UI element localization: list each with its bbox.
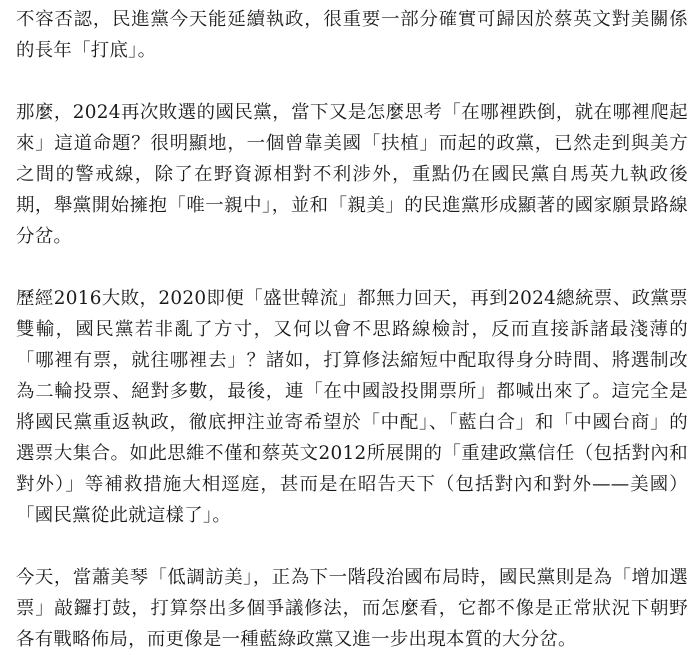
article-paragraph-3: 歷經2016大敗，2020即便「盛世韓流」都無力回天，再到2024總統票、政黨票雙輸，國民黨若非亂了方寸，又何以會不思路線檢討，反而直接訴諸最淺薄的「哪裡有票，就往哪裡去」？諸如，打算修法縮短中配取得身分時間、將選制改為二輪投票、絕對多數，最後，連「在中國設投開票所」都喊出來了。這完全是將國民黨重返執政，徹底押注並寄希望於「中配」、「藍白合」和「中國台商」的選票大集合。如此思維不僅和蔡英文2012所展開的「重建政黨信任（包括對內和對外）」等補救措施大相逕庭，甚而是在昭告天下（包括對內和對外——美國）「國民黨從此就這樣了」。 — [16, 288, 688, 526]
article-paragraph-4: 今天，當蕭美琴「低調訪美」，正為下一階段治國布局時，國民黨則是為「增加選票」敲鑼打鼓，打算祭出多個爭議修法，而怎麼看，它都不像是正常狀況下朝野各有戰略佈局，而更像是一種藍綠政黨又進一步出現本質的大分岔。 — [16, 567, 688, 650]
article-body — [16, 4, 688, 655]
article-paragraph-1: 不容否認，民進黨今天能延續執政，很重要一部分確實可歸因於蔡英文對美關係的長年「打底」。 — [16, 9, 688, 61]
article-paragraph-2: 那麼，2024再次敗選的國民黨，當下又是怎麼思考「在哪裡跌倒，就在哪裡爬起來」這道命題？很明顯地，一個曾靠美國「扶植」而起的政黨，已然走到與美方之間的警戒線，除了在野資源相對不利涉外，重點仍在國民黨自馬英九執政後期，舉黨開始擁抱「唯一親中」，並和「親美」的民進黨形成顯著的國家願景路線分岔。 — [16, 102, 688, 247]
